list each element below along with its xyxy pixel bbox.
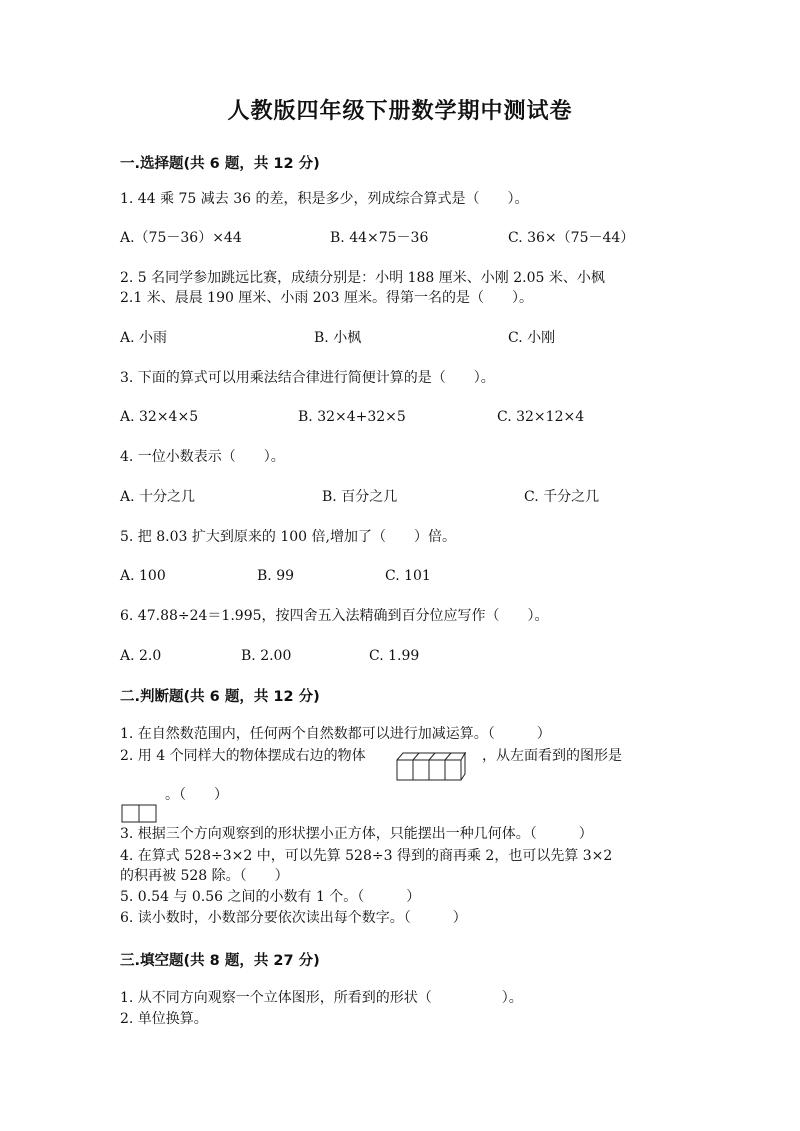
question-1-2-line-2: 2.1 米、晨晨 190 厘米、小雨 203 厘米。得第一名的是（ ）。 [120,290,533,306]
question-1-6: 6. 47.88÷24＝1.995，按四舍五入法精确到百分位应写作（ ）。 [120,608,549,624]
question-2-2-part-3: 。（ ） [165,787,228,803]
question-1-4: 4. 一位小数表示（ ）。 [120,449,285,465]
question-1-1: 1. 44 乘 75 减去 36 的差，积是多少，列成综合算式是（ ）。 [120,191,529,207]
question-3-2: 2. 单位换算。 [120,1011,208,1027]
question-2-5: 5. 0.54 与 0.56 之间的小数有 1 个。（ ） [120,889,421,905]
question-2-4-line-1: 4. 在算式 528÷3×2 中，可以先算 528÷3 得到的商再乘 2，也可以先算 3×2 [120,848,613,864]
question-2-1: 1. 在自然数范围内，任何两个自然数都可以进行加减运算。（ ） [120,726,551,742]
option-a: A. 十分之几 [120,489,196,505]
option-a: A.（75－36）×44 [120,230,242,246]
question-2-2-part-2: ，从左面看到的图形是 [482,748,622,764]
option-b: B. 32×4+32×5 [298,409,406,425]
option-b: B. 44×75－36 [330,230,429,246]
question-2-4-line-2: 的积再被 528 除。（ ） [120,868,289,884]
option-a: A. 2.0 [120,648,162,664]
option-c: C. 小刚 [508,330,556,346]
question-1-2-line-1: 2. 5 名同学参加跳远比赛，成绩分别是：小明 188 厘米、小刚 2.05 米、小枫 [120,270,605,286]
question-2-2-part-1: 2. 用 4 个同样大的物体摆成右边的物体 [120,748,366,764]
option-c: C. 1.99 [369,648,420,664]
four-cubes-row-icon [396,752,466,782]
question-1-5: 5. 把 8.03 扩大到原来的 100 倍,增加了（ ）倍。 [120,529,456,545]
section-heading-fill-in: 三.填空题(共 8 题，共 27 分) [120,953,320,969]
two-squares-side-view-icon [121,804,159,824]
option-c: C. 千分之几 [524,489,600,505]
question-1-3: 3. 下面的算式可以用乘法结合律进行简便计算的是（ ）。 [120,370,495,386]
option-b: B. 小枫 [314,330,362,346]
question-2-6: 6. 读小数时，小数部分要依次读出每个数字。（ ） [120,910,467,926]
option-a: A. 小雨 [120,330,168,346]
option-b: B. 百分之几 [322,489,398,505]
option-c: C. 101 [385,568,431,584]
option-a: A. 100 [120,568,166,584]
question-3-1: 1. 从不同方向观察一个立体图形，所看到的形状（ ）。 [120,990,523,1006]
page-title: 人教版四年级下册数学期中测试卷 [227,99,573,124]
option-b: B. 2.00 [241,648,292,664]
section-heading-judgement: 二.判断题(共 6 题，共 12 分) [120,689,320,705]
option-b: B. 99 [257,568,295,584]
option-c: C. 36×（75－44） [508,230,635,246]
section-heading-choice: 一.选择题(共 6 题，共 12 分) [120,156,320,172]
question-2-3: 3. 根据三个方向观察到的形状摆小正方体，只能摆出一种几何体。（ ） [120,826,593,842]
option-c: C. 32×12×4 [497,409,585,425]
option-a: A. 32×4×5 [120,409,199,425]
